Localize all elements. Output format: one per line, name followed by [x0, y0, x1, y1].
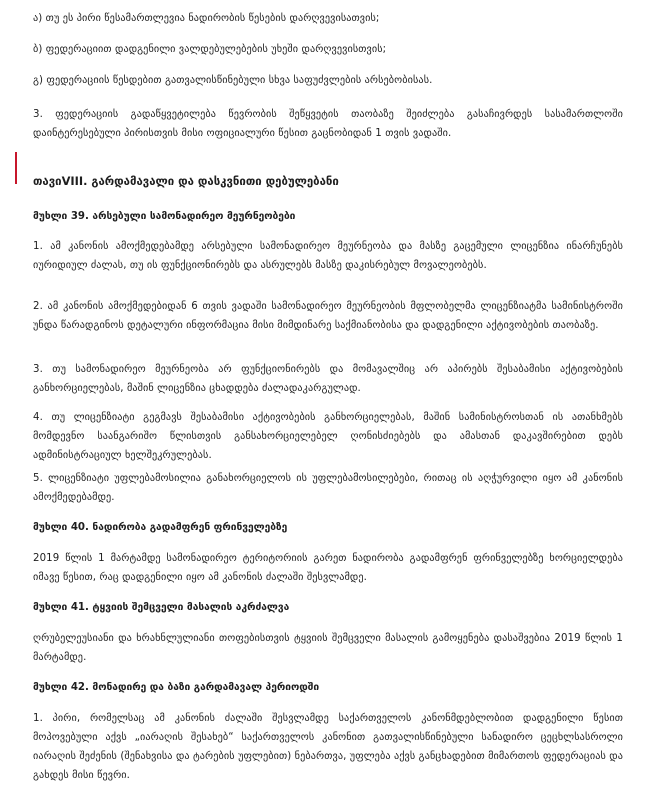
article-39-paragraph-4: 4. თუ ლიცენზიატი გეგმავს შესაბამისი აქტივობების განხორციელებას, მაშინ სამინისტროსთან ის ათანხმებს მომდევნო საანგარიშო წლისთვის განსახორციელებელ ღონისძიებებს და ამასთან დაკავშირებით დებს ადმინისტრაციულ ხელშეკრულებას. — [33, 412, 623, 461]
list-item-a: ა) თუ ეს პირი წესამართლევია ნადირობის წესების დარღვევისათვის; — [33, 13, 380, 24]
article-39-paragraph-5: 5. ლიცენზიატი უფლებამოსილია განახორციელოს ის უფლებამოსილებები, რითაც ის აღჭურვილი იყო ამ კანონის ამოქმედებამდე. — [33, 473, 623, 503]
paragraph-termination-appeal: 3. ფედერაციის გადაწყვეტილება წევრობის შეწყვეტის თაობაზე შეიძლება გასაჩივრდეს სასამართლოში დაინტერესებული პირისთვის მისი ოფიციალური წესით გაცნობიდან 1 თვის ვადაში. — [33, 109, 623, 139]
article-40-paragraph-1: 2019 წლის 1 მარტამდე სამონადირეო ტერიტორიის გარეთ ნადირობა გადამფრენ ფრინველებზე ხორციელდება იმავე წესით, რაც დადგენილი იყო ამ კანონის ძალაში შესვლამდე. — [33, 553, 623, 583]
article-42-title: მუხლი 42. მონადირე და ბაზი გარდამავალ პერიოდში — [33, 682, 320, 693]
article-39-paragraph-2: 2. ამ კანონის ამოქმედებიდან 6 თვის ვადაში სამონადირეო მეურნეობის მფლობელმა ლიცენზიატმა სამინისტროში უნდა წარადგინოს დეტალური ინფორმაცია მისი მიმდინარე საქმიანობისა და დადგენილი აქტივობების თაობაზე. — [33, 301, 623, 331]
section-marker — [15, 152, 17, 184]
article-40-title: მუხლი 40. ნადირობა გადამფრენ ფრინველებზე — [33, 522, 288, 533]
article-39-title: მუხლი 39. არსებული სამონადირეო მეურნეობები — [33, 211, 296, 222]
list-item-c: გ) ფედერაციის წესდებით გათვალისწინებული სხვა საფუძვლების არსებობისას. — [33, 75, 433, 86]
article-41-title: მუხლი 41. ტყვიის შემცველი მასალის აკრძალვა — [33, 602, 290, 613]
article-42-paragraph-1: 1. პირი, რომელსაც ამ კანონის ძალაში შესვლამდე საქართველოს კანონმდებლობით დადგენილი წესით მოპოვებული აქვს „იარაღის შესახებ“ საქართველოს კანონით გათვალისწინებული სანადირო ცეცხლსასროლი იარაღის შეძენის (შენახვისა და ტარების უფლებით) ნებართვა, უფლება აქვს განცხადებით მიმართოს ფედერაციას და გახდეს მისი წევრი. — [33, 713, 623, 781]
article-39-paragraph-3: 3. თუ სამონადირეო მეურნეობა არ ფუნქციონირებს და მომავალშიც არ აპირებს შესაბამისი აქტივობების განხორციელებას, მაშინ ლიცენზია ცხადდება ძალადაკარგულად. — [33, 364, 623, 394]
article-39-paragraph-1: 1. ამ კანონის ამოქმედებამდე არსებული სამონადირეო მეურნეობა და მასზე გაცემული ლიცენზია ინარჩუნებს იურიდიულ ძალას, თუ ის ფუნქციონირებს და ასრულებს მასზე დაკისრებულ მოვალეობებს. — [33, 241, 623, 271]
list-item-b: ბ) ფედერაციით დადგენილი ვალდებულებების უხეში დარღვევისთვის; — [33, 44, 387, 55]
article-41-paragraph-1: ღრუბელეუსიანი და ხრახნლულიანი თოფებისთვის ტყვიის შემცველი მასალის გამოყენება დასაშვებია 2019 წლის 1 მარტამდე. — [33, 633, 623, 663]
chapter-title: თავიVIII. გარდამავალი და დასკვნითი დებულებანი — [33, 174, 339, 188]
